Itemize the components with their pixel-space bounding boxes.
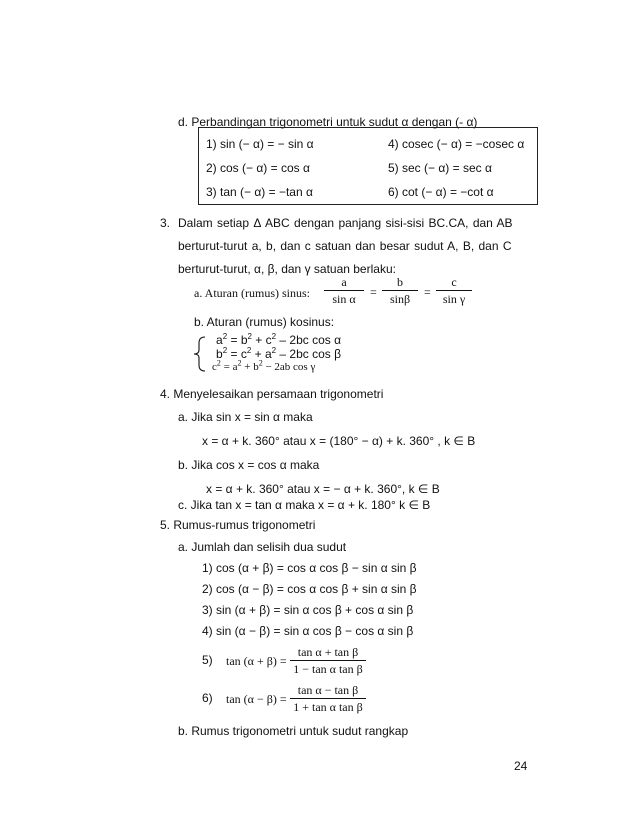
sine-fraction-a-den: sin α xyxy=(324,290,364,305)
section-4-case-a-formula: x = α + k. 360° atau x = (180° − α) + k. 360° , k ∈ B xyxy=(202,434,476,448)
sum-difference-1: 1) cos (α + β) = cos α cos β − sin α sin β xyxy=(202,561,417,575)
cosine-eq-1: $a^2 = b^2 + c^2 - 2bc$ cos α xyxy=(216,332,342,347)
tan-difference-fraction xyxy=(290,684,366,713)
left-brace-icon xyxy=(193,336,207,372)
cosine-eq-2: $b^2 = c^2 + a^2 - 2bc$ cos β xyxy=(216,346,342,361)
sine-fraction-b xyxy=(382,276,418,305)
sum-difference-2: 2) cos (α − β) = cos α cos β + sin α sin β xyxy=(202,582,417,596)
section-4-case-a: a. Jika sin x = sin α maka xyxy=(178,410,313,424)
page-number: 24 xyxy=(514,759,528,773)
sum-difference-3: 3) sin (α + β) = sin α cos β + cos α sin β xyxy=(202,603,414,617)
sum-difference-5-label: 5) xyxy=(202,653,213,667)
cosine-eq-3: $c^2 = a^2 + b^2 - 2ab$ cos γ xyxy=(212,358,316,373)
section-3-line-3: berturut-turut, α, β, dan γ satuan berlaku: xyxy=(178,262,396,276)
tan-sum-numerator: tan α + tan β xyxy=(297,645,359,659)
sine-fraction-a-num: a xyxy=(341,275,347,289)
section-4-case-b: b. Jika cos x = cos α maka xyxy=(178,458,320,472)
identity-4: 4) cosec (− α) = −cosec α xyxy=(388,137,525,151)
sine-rule-label: a. Aturan (rumus) sinus: xyxy=(194,286,310,300)
section-4-heading: 4. Menyelesaikan persamaan trigonometri xyxy=(160,387,384,401)
section-3-line-2: berturut-turut a, b, dan c satuan dan besar sudut A, B, dan C xyxy=(178,239,512,253)
identity-6: 6) cot (− α) = −cot α xyxy=(388,185,494,199)
sine-fraction-c-num: c xyxy=(451,275,457,289)
sum-difference-6-label: 6) xyxy=(202,691,213,705)
sine-fraction-a xyxy=(324,276,364,305)
section-5b-label: b. Rumus trigonometri untuk sudut rangkap xyxy=(178,724,409,738)
identity-5: 5) sec (− α) = sec α xyxy=(388,161,492,175)
cosine-rule-label: b. Aturan (rumus) kosinus: xyxy=(194,315,335,329)
sine-fraction-b-den: sinβ xyxy=(382,290,418,305)
tan-sum-lhs: tan (α + β) = xyxy=(226,654,287,668)
tan-sum-fraction xyxy=(290,646,366,675)
section-5a-label: a. Jumlah dan selisih dua sudut xyxy=(178,540,347,554)
identity-3: 3) tan (− α) = −tan α xyxy=(206,185,313,199)
sine-fraction-c-den: sin γ xyxy=(436,290,472,305)
section-3-number: 3. xyxy=(160,216,171,230)
tan-difference-denominator: 1 + tan α tan β xyxy=(290,698,366,713)
identity-2: 2) cos (− α) = cos α xyxy=(206,161,310,175)
section-3-line-1: Dalam setiap Δ ABC dengan panjang sisi-sisi BC.CA, dan AB xyxy=(178,216,513,230)
tan-sum-denominator: 1 − tan α tan β xyxy=(290,660,366,675)
tan-difference-numerator: tan α − tan β xyxy=(297,683,359,697)
section-5-heading: 5. Rumus-rumus trigonometri xyxy=(160,518,316,532)
identity-1: 1) sin (− α) = − sin α xyxy=(206,137,314,151)
sum-difference-4: 4) sin (α − β) = sin α cos β − cos α sin β xyxy=(202,624,414,638)
sine-equals-2: = xyxy=(424,285,431,299)
section-4-case-c: c. Jika tan x = tan α maka x = α + k. 180° k ∈ B xyxy=(178,498,431,512)
section-d-heading: d. Perbandingan trigonometri untuk sudut α dengan (- α) xyxy=(178,115,478,129)
sine-equals-1: = xyxy=(370,285,377,299)
sine-fraction-c xyxy=(436,276,472,305)
section-4-case-b-formula: x = α + k. 360° atau x = − α + k. 360°, k ∈ B xyxy=(206,482,440,496)
tan-difference-lhs: tan (α − β) = xyxy=(226,692,287,706)
sine-fraction-b-num: b xyxy=(397,275,403,289)
